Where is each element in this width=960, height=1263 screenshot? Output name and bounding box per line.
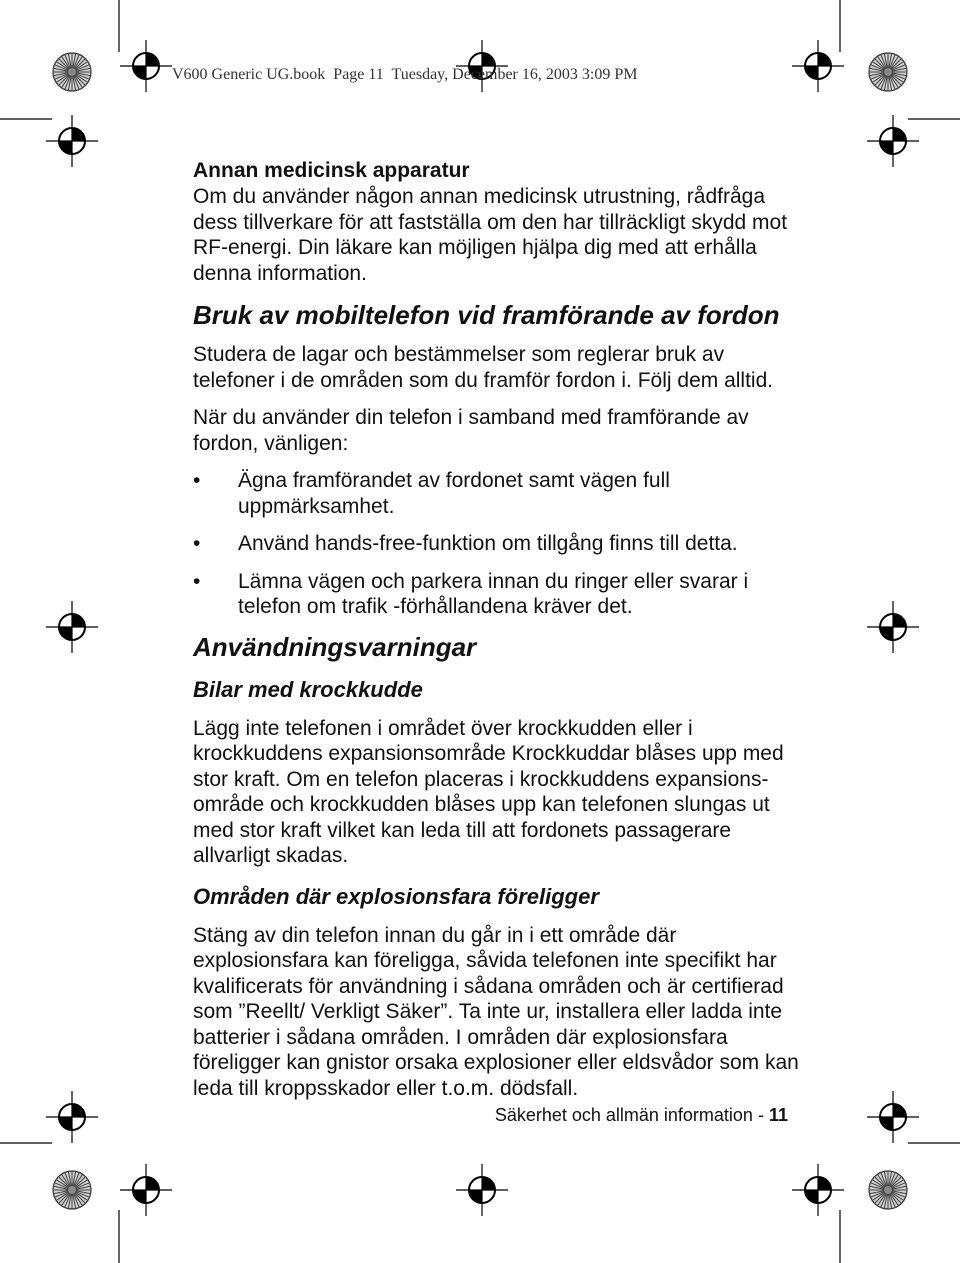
- paragraph-other-medical-devices: Om du använder någon annan medicinsk utrustning, rådfråga dess tillverkare för att fastställa om den har tillräckligt skydd mot RF-energi. Din läkare kan möjligen hjälpa dig med att erhålla denna information.: [193, 185, 788, 285]
- starburst-target-icon: [869, 1171, 907, 1209]
- registration-crosshair-icon: [46, 115, 98, 167]
- bullet-icon: •: [193, 569, 201, 593]
- bullet-icon: •: [193, 532, 201, 555]
- print-slug: [172, 66, 637, 84]
- driving-guidelines-list: [193, 468, 803, 620]
- paragraph-explosive-areas: Stäng av din telefon innan du går in i ett område där explosionsfara kan föreligga, såvida telefonen inte specifikt har kvalificerats för användning i sådana områden och är certifierad som ”Reellt/ Verkligt Säker”. Ta inte ur, installera eller ladda inte batterier i sådana områden. I områden där explosionsfara föreligger kan gnistor orsaka explosioner eller eldsvådor som kan leda till kroppsskador eller t.o.m. dödsfall.: [193, 923, 799, 1100]
- starburst-target-icon: [53, 53, 91, 91]
- registration-crosshair-icon: [120, 40, 172, 92]
- starburst-target-icon: [869, 53, 907, 91]
- registration-crosshair-icon: [792, 1164, 844, 1216]
- page-content: [193, 158, 803, 1101]
- book-filename: V600 Generic UG.book: [172, 66, 326, 83]
- list-item-text: Lämna vägen och parkera innan du ringer eller svarar i telefon om trafik -förhållandena kräver det.: [238, 569, 749, 618]
- heading-airbag-cars: Bilar med krockkudde: [193, 676, 423, 702]
- registration-crosshair-icon: [120, 1164, 172, 1216]
- starburst-target-icon: [53, 1171, 91, 1209]
- list-item: [193, 569, 803, 620]
- list-item-text: Ägna framförandet av fordonet samt vägen full uppmärksamhet.: [238, 469, 670, 518]
- registration-crosshair-icon: [792, 40, 844, 92]
- heading-other-medical-devices: Annan medicinsk apparatur: [193, 159, 470, 182]
- list-item: [193, 468, 803, 519]
- registration-crosshair-icon: [456, 1164, 508, 1216]
- print-timestamp: Tuesday, December 16, 2003 3:09 PM: [391, 66, 638, 83]
- registration-crosshair-icon: [46, 1091, 98, 1143]
- footer-section-name: Säkerhet och allmän information -: [494, 1105, 764, 1125]
- paragraph-when-driving: När du använder din telefon i samband med framförande av fordon, vänligen:: [193, 406, 749, 455]
- list-item-text: Använd hands-free-funktion om tillgång finns till detta.: [238, 532, 738, 555]
- page-number: 11: [768, 1105, 788, 1125]
- page-footer: [495, 1105, 788, 1126]
- registration-crosshair-icon: [46, 601, 98, 653]
- registration-crosshair-icon: [867, 1091, 919, 1143]
- registration-crosshair-icon: [867, 115, 919, 167]
- heading-phone-use-while-driving: Bruk av mobiltelefon vid framförande av fordon: [193, 300, 780, 330]
- list-item: [193, 531, 803, 557]
- bullet-icon: •: [193, 469, 201, 492]
- heading-explosive-areas: Områden där explosionsfara föreligger: [193, 883, 599, 909]
- heading-usage-warnings: Användningsvarningar: [193, 631, 477, 662]
- registration-crosshair-icon: [867, 601, 919, 653]
- page-label: Page 11: [333, 66, 384, 83]
- paragraph-laws: Studera de lagar och bestämmelser som reglerar bruk av telefoner i de områden som du framför fordon i. Följ dem alltid.: [193, 343, 774, 392]
- paragraph-airbag: Lägg inte telefonen i området över krockkudden eller i krockkuddens expansionsområde Krockkuddar blåses upp med stor kraft. Om en telefon placeras i krockkuddens expansions-område och krockkudden blåses upp kan telefonen slungas ut med stor kraft vilket kan leda till att fordonets passagerare allvarligt skadas.: [193, 716, 784, 867]
